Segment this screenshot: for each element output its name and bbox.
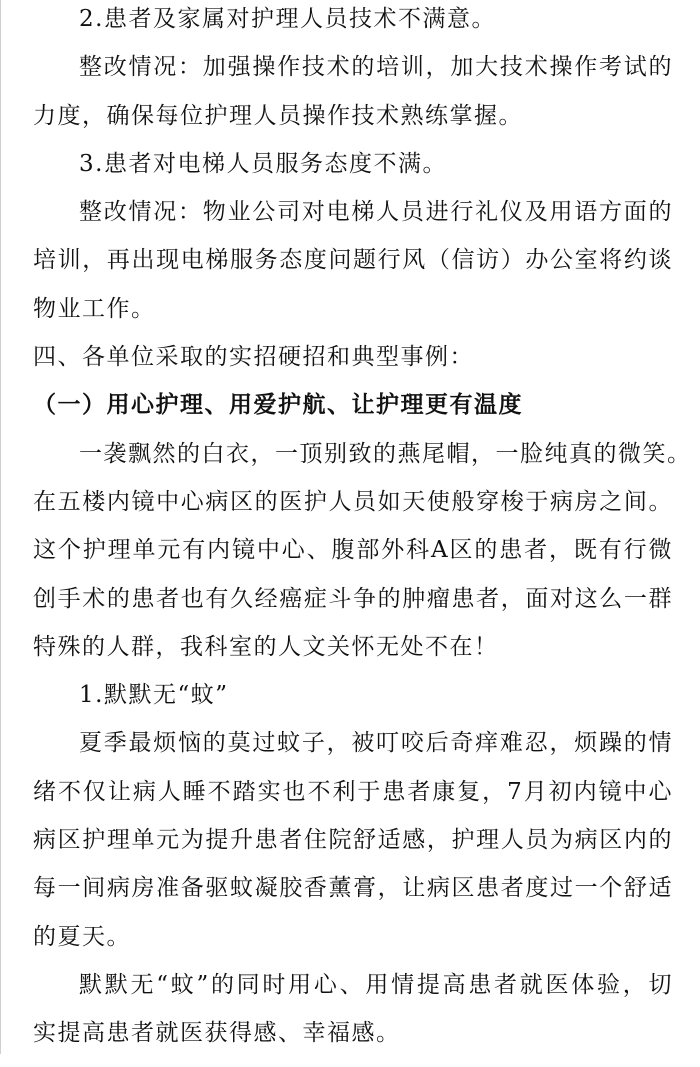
paragraph-line: 默默无“蚊”的同时用心、用情提高患者就医体验，切	[79, 971, 673, 998]
paragraph-line: 在五楼内镜中心病区的医护人员如天使般穿梭于病房之间。	[33, 488, 673, 515]
paragraph-line: 创手术的患者也有久经癌症斗争的肿瘤患者，面对这么一群	[33, 585, 673, 612]
paragraph-line: 夏季最烦恼的莫过蚊子，被叮咬后奇痒难忍，烦躁的情	[79, 730, 673, 757]
paragraph-line: 每一间病房准备驱蚊凝胶香薰膏，让病区患者度过一个舒适	[33, 875, 673, 902]
paragraph-line: 实提高患者就医获得感、幸福感。	[33, 1020, 401, 1047]
paragraph-line: 物业工作。	[33, 295, 156, 322]
paragraph-line: 病区护理单元为提升患者住院舒适感，护理人员为病区内的	[33, 827, 673, 854]
paragraph-line: 这个护理单元有内镜中心、腹部外科A区的患者，既有行微	[33, 537, 673, 564]
paragraph-line: 整改情况：物业公司对电梯人员进行礼仪及用语方面的	[79, 199, 673, 226]
document-body	[33, 4, 692, 1067]
paragraph-line: 一袭飘然的白衣，一顶别致的燕尾帽，一脸纯真的微笑。	[79, 440, 692, 467]
paragraph-line: 力度，确保每位护理人员操作技术熟练掌握。	[33, 102, 523, 129]
paragraph-line: 整改情况：加强操作技术的培训，加大技术操作考试的	[79, 54, 673, 81]
list-item-3: 3.患者对电梯人员服务态度不满。	[79, 150, 447, 177]
subsection-heading: （一）用心护理、用爱护航、让护理更有温度	[33, 392, 523, 419]
paragraph-line: 特殊的人群，我科室的人文关怀无处不在！	[33, 633, 499, 660]
list-item-2: 2.患者及家属对护理人员技术不满意。	[79, 6, 496, 32]
paragraph-line: 培训，再出现电梯服务态度问题行风（信访）办公室将约谈	[33, 247, 673, 274]
paragraph-line: 绪不仅让病人睡不踏实也不利于患者康复，7月初内镜中心	[33, 778, 673, 805]
section-heading: 四、各单位采取的实招硬招和典型事例：	[33, 344, 474, 371]
paragraph-line: 的夏天。	[33, 923, 131, 950]
list-item-1: 1.默默无“蚊”	[79, 682, 229, 709]
